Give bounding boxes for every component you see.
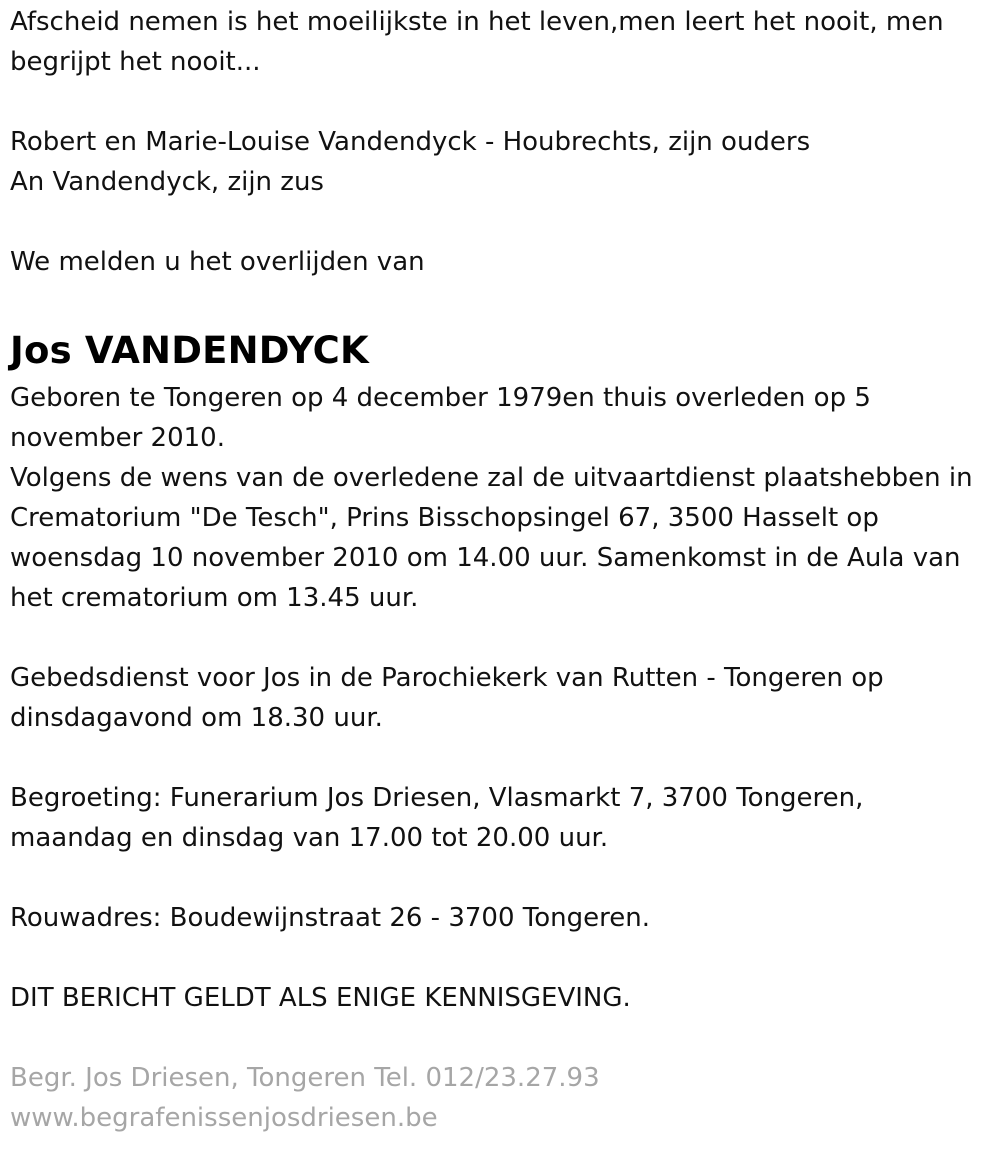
details-line: november 2010. xyxy=(10,423,225,453)
farewell-quote xyxy=(10,2,990,82)
spacer xyxy=(10,202,990,242)
announcement-text: We melden u het overlijden van xyxy=(10,247,425,277)
spacer xyxy=(10,858,990,898)
undertaker-website: www.begrafenissenjosdriesen.be xyxy=(10,1103,438,1133)
parents-line: Robert en Marie-Louise Vandendyck - Houbrechts, zijn ouders xyxy=(10,127,811,157)
prayer-service-details xyxy=(10,658,990,738)
undertaker-footer xyxy=(10,1058,990,1138)
service-line: Crematorium "De Tesch", Prins Bisschopsingel 67, 3500 Hasselt op xyxy=(10,503,879,533)
quote-line: begrijpt het nooit... xyxy=(10,47,261,77)
spacer xyxy=(10,282,990,322)
service-line: Volgens de wens van de overledene zal de uitvaartdienst plaatshebben in xyxy=(10,463,973,493)
mourning-address: Rouwadres: Boudewijnstraat 26 - 3700 Tongeren. xyxy=(10,903,650,933)
visitation-details xyxy=(10,778,990,858)
birth-death-details xyxy=(10,378,990,458)
undertaker-contact: Begr. Jos Driesen, Tongeren Tel. 012/23.27.93 xyxy=(10,1063,600,1093)
spacer xyxy=(10,1018,990,1058)
service-line: woensdag 10 november 2010 om 14.00 uur. Samenkomst in de Aula van xyxy=(10,543,961,573)
sister-line: An Vandendyck, zijn zus xyxy=(10,167,324,197)
prayer-line: Gebedsdienst voor Jos in de Parochiekerk van Rutten - Tongeren op xyxy=(10,663,884,693)
obituary-notice xyxy=(10,2,990,1138)
deceased-name: Jos VANDENDYCK xyxy=(10,329,369,372)
spacer xyxy=(10,738,990,778)
quote-line: Afscheid nemen is het moeilijkste in het leven,men leert het nooit, men xyxy=(10,7,944,37)
family-section xyxy=(10,122,990,202)
visitation-line: maandag en dinsdag van 17.00 tot 20.00 uur. xyxy=(10,823,609,853)
spacer xyxy=(10,938,990,978)
spacer xyxy=(10,618,990,658)
notice-statement: DIT BERICHT GELDT ALS ENIGE KENNISGEVING. xyxy=(10,983,631,1013)
prayer-line: dinsdagavond om 18.30 uur. xyxy=(10,703,383,733)
service-line: het crematorium om 13.45 uur. xyxy=(10,583,419,613)
funeral-service-details xyxy=(10,458,990,618)
details-line: Geboren te Tongeren op 4 december 1979en thuis overleden op 5 xyxy=(10,383,871,413)
visitation-line: Begroeting: Funerarium Jos Driesen, Vlasmarkt 7, 3700 Tongeren, xyxy=(10,783,864,813)
spacer xyxy=(10,82,990,122)
